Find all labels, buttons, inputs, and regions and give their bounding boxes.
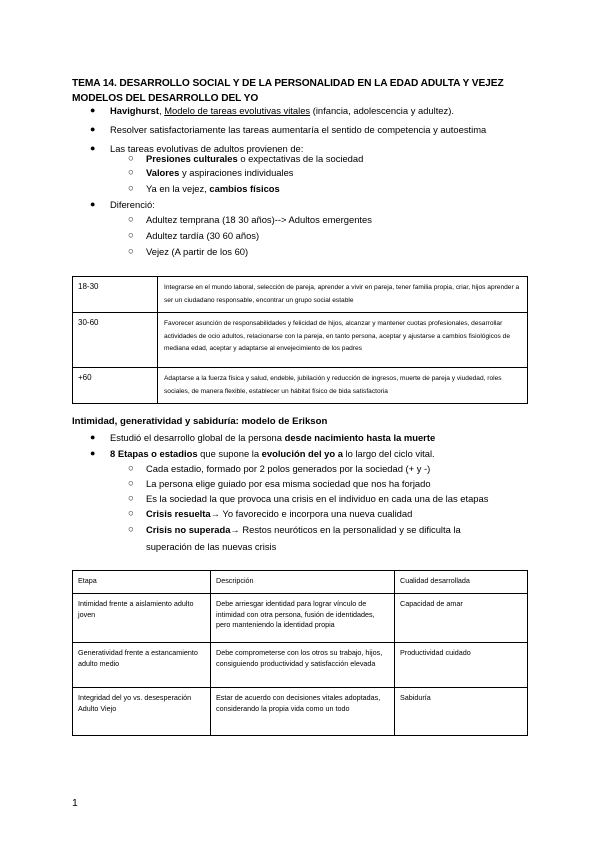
table-cell: Intimidad frente a aislamiento adulto joven	[73, 594, 211, 643]
table-cell: Capacidad de amar	[395, 594, 528, 643]
sub-list-item: Es la sociedad la que provoca una crisis en el individuo en cada una de las etapas	[146, 493, 489, 504]
table-cell-age: 30-60	[73, 313, 158, 368]
sub-list-item: Valores y aspiraciones individuales	[146, 167, 294, 178]
sub-list-item: Ya en la vejez, cambios físicos	[146, 183, 280, 194]
table-cell-age: 18-30	[73, 277, 158, 313]
table-row	[73, 313, 528, 368]
sub-list-item: Adultez temprana (18 30 años)--> Adultos emergentes	[146, 214, 372, 225]
bullet-circle: ○	[128, 246, 134, 257]
list-item: Havighurst, Modelo de tareas evolutivas vitales (infancia, adolescencia y adultez).	[110, 105, 454, 116]
bullet-dot: ●	[90, 432, 96, 442]
bullet-circle: ○	[128, 183, 134, 194]
table-cell: Debe arriesgar identidad para lograr vínculo de intimidad con otra persona, fusión de identidades, pero manteniendo la identidad propia	[211, 594, 395, 643]
developmental-tasks-table	[72, 276, 528, 404]
table-header-cell: Cualidad desarrollada	[395, 571, 528, 594]
table-row	[73, 643, 528, 688]
bullet-circle: ○	[128, 153, 134, 164]
table-row	[73, 277, 528, 313]
bullet-circle: ○	[128, 167, 134, 178]
bullet-circle: ○	[128, 230, 134, 241]
section-title-erikson: Intimidad, generatividad y sabiduría: modelo de Erikson	[72, 416, 328, 427]
list-item: Resolver satisfactoriamente las tareas aumentaría el sentido de competencia y autoestima	[110, 124, 487, 135]
sub-list-item: Crisis resuelta→ Yo favorecido e incorpora una nueva cualidad	[146, 508, 413, 519]
sub-list-item: Cada estadio, formado por 2 polos generados por la sociedad (+ y -)	[146, 463, 431, 474]
bullet-circle: ○	[128, 508, 134, 519]
sub-list-item: Vejez (A partir de los 60)	[146, 246, 249, 257]
table-row	[73, 594, 528, 643]
doc-title: TEMA 14. DESARROLLO SOCIAL Y DE LA PERSONALIDAD EN LA EDAD ADULTA Y VEJEZ	[72, 78, 504, 89]
table-cell: Sabiduría	[395, 688, 528, 736]
table-cell-tasks: Adaptarse a la fuerza física y salud, endeble, jubilación y reducción de ingresos, muerte de pareja y viudedad, roles sociales, de manera flexible, establecer un hábitat físico de bida satisfactoria	[158, 368, 528, 404]
doc-subtitle: MODELOS DEL DESARROLLO DEL YO	[72, 93, 259, 104]
bullet-dot: ●	[90, 143, 96, 153]
bullet-circle: ○	[128, 463, 134, 474]
bullet-dot: ●	[90, 448, 96, 458]
table-cell-age: +60	[73, 368, 158, 404]
sub-list-item-continued: superación de las nuevas crisis	[146, 541, 277, 552]
bullet-circle: ○	[128, 478, 134, 489]
erikson-stages-table	[72, 570, 528, 736]
table-header-cell: Descripción	[211, 571, 395, 594]
table-cell: Debe comprometerse con los otros su trabajo, hijos, consiguiendo productividad y satisfacción elevada	[211, 643, 395, 688]
bullet-circle: ○	[128, 524, 134, 535]
table-cell: Estar de acuerdo con decisiones vitales adoptadas, considerando la propia vida como un todo	[211, 688, 395, 736]
sub-list-item: Presiones culturales o expectativas de la sociedad	[146, 153, 364, 164]
table-cell: Generatividad frente a estancamiento adulto medio	[73, 643, 211, 688]
table-header-cell: Etapa	[73, 571, 211, 594]
table-cell-tasks: Integrarse en el mundo laboral, selección de pareja, aprender a vivir en pareja, tener familia propia, criar, hijos aprender a ser un ciudadano responsable, encontrar un grupo social estable	[158, 277, 528, 313]
sub-list-item: Crisis no superada→ Restos neuróticos en la personalidad y se dificulta la	[146, 524, 461, 535]
bullet-dot: ●	[90, 105, 96, 115]
table-cell: Productividad cuidado	[395, 643, 528, 688]
bullet-circle: ○	[128, 214, 134, 225]
page-number: 1	[72, 797, 78, 809]
list-item: 8 Etapas o estadios que supone la evolución del yo a lo largo del ciclo vital.	[110, 448, 435, 459]
list-item: Las tareas evolutivas de adultos provienen de:	[110, 143, 304, 154]
list-item: Diferenció:	[110, 199, 155, 210]
table-cell-tasks: Favorecer asunción de responsabilidades y felicidad de hijos, alcanzar y mantener cuotas profesionales, desarrollar actividades de ocio adultos, relacionarse con la pareja, en tanto persona, aceptar y ajustarse a cambios fisiológicos de mediana edad, aceptar y adaptarse al envejecimiento de los padres	[158, 313, 528, 368]
table-row	[73, 688, 528, 736]
sub-list-item: La persona elige guiado por esa misma sociedad que nos ha forjado	[146, 478, 431, 489]
sub-list-item: Adultez tardía (30 60 años)	[146, 230, 260, 241]
bullet-circle: ○	[128, 493, 134, 504]
list-item: Estudió el desarrollo global de la persona desde nacimiento hasta la muerte	[110, 432, 436, 443]
table-row	[73, 368, 528, 404]
table-header-row	[73, 571, 528, 594]
bullet-dot: ●	[90, 124, 96, 134]
bullet-dot: ●	[90, 199, 96, 209]
table-cell: Integridad del yo vs. desesperación Adulto Viejo	[73, 688, 211, 736]
